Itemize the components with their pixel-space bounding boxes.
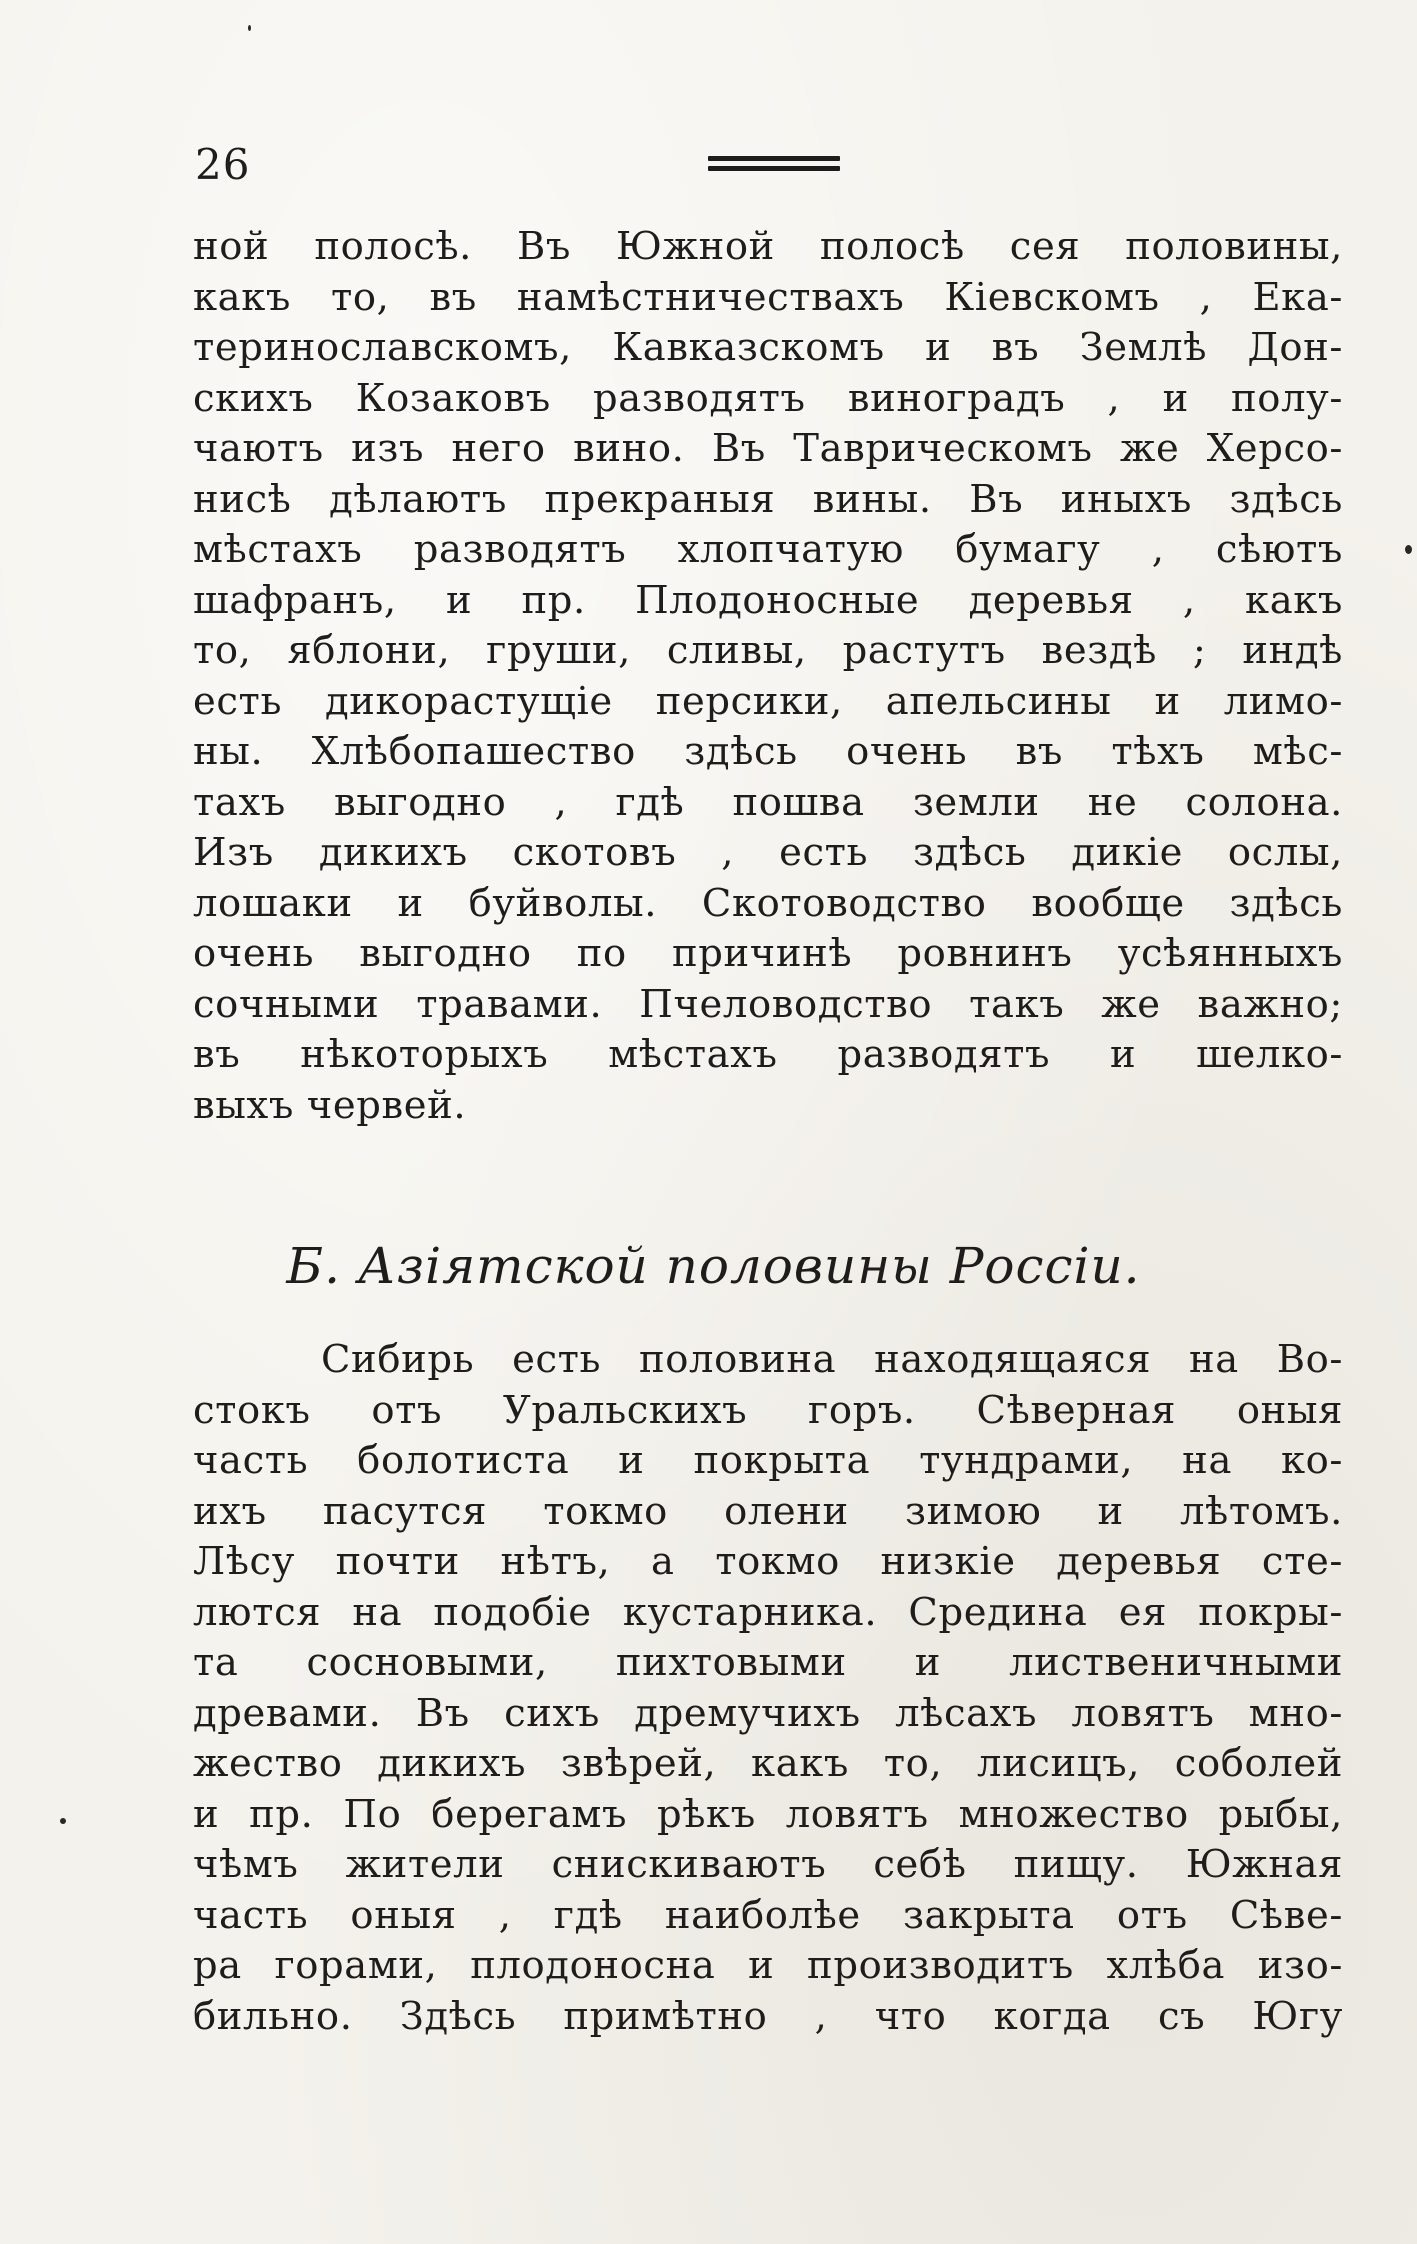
header-rule-line (708, 166, 840, 171)
text-line: чѣмъ жители снискиваютъ себѣ пищу. Южная (193, 1842, 1343, 1887)
text-line: тахъ выгодно , гдѣ пошва земли не солона. (193, 779, 1343, 825)
text-line: часть оныя , гдѣ наиболѣе закрыта отъ Сѣве- (193, 1892, 1343, 1938)
text-line: и пр. По берегамъ рѣкъ ловятъ множество рыбы, (193, 1791, 1343, 1837)
text-line: древами. Въ сихъ дремучихъ лѣсахъ ловятъ мно- (193, 1690, 1343, 1736)
header-rule-line (708, 156, 840, 161)
section-heading: Б. Азіятской половины Россіи. (286, 1237, 1141, 1295)
text-line: мѣстахъ разводятъ хлопчатую бумагу , сѣютъ (193, 527, 1343, 572)
ink-speck (60, 1818, 66, 1824)
paragraph-european-south (193, 222, 1343, 1131)
text-line: есть дикорастущіе персики, апельсины и лимо- (193, 678, 1343, 724)
text-line: часть болотиста и покрыта тундрами, на ко- (193, 1438, 1343, 1483)
text-line: стокъ отъ Уральскихъ горъ. Сѣверная оныя (193, 1387, 1343, 1433)
text-line: шафранъ, и пр. Плодоносные деревья , какъ (193, 577, 1343, 623)
text-line: въ нѣкоторыхъ мѣстахъ разводятъ и шелко- (193, 1032, 1343, 1077)
text-line: то, яблони, груши, сливы, растутъ вездѣ ; индѣ (193, 628, 1343, 673)
text-line: бильно. Здѣсь примѣтно , что когда съ Югу (193, 1993, 1343, 2039)
text-line: та сосновыми, пихтовыми и лиственичными (193, 1640, 1343, 1685)
text-line: Изъ дикихъ скотовъ , есть здѣсь дикіе ослы, (193, 830, 1343, 875)
ink-speck (1405, 545, 1412, 554)
text-line: жество дикихъ звѣрей, какъ то, лисицъ, соболей (193, 1741, 1343, 1786)
text-line: ихъ пасутся токмо олени зимою и лѣтомъ. (193, 1488, 1343, 1534)
text-line: чаютъ изъ него вино. Въ Таврическомъ же Херсо- (193, 426, 1343, 471)
text-line: теринославскомъ, Кавказскомъ и въ Землѣ Дон- (193, 325, 1343, 370)
page-header (195, 140, 1345, 200)
text-line: Лѣсу почти нѣтъ, а токмо низкіе деревья сте- (193, 1539, 1343, 1584)
text-line: сочными травами. Пчеловодство такъ же важно; (193, 981, 1343, 1027)
text-line: Сибирь есть половина находящаяся на Во- (321, 1337, 1343, 1382)
text-line: какъ то, въ намѣстничествахъ Кіевскомъ , Ека- (193, 274, 1343, 320)
text-line: скихъ Козаковъ разводятъ виноградъ , и полу- (193, 375, 1343, 421)
text-line: очень выгодно по причинѣ ровнинъ усѣянныхъ (193, 931, 1343, 976)
text-line: нисѣ дѣлаютъ прекраныя вины. Въ иныхъ здѣсь (193, 476, 1343, 522)
text-line: ра горами, плодоносна и производитъ хлѣба изо- (193, 1943, 1343, 1988)
paragraph-siberia (193, 1335, 1343, 2042)
text-line: лошаки и буйволы. Скотоводство вообще здѣсь (193, 880, 1343, 926)
text-line: ны. Хлѣбопашество здѣсь очень въ тѣхъ мѣс- (193, 729, 1343, 774)
text-line: выхъ червей. (193, 1082, 467, 1128)
page-number: 26 (195, 140, 251, 189)
ink-speck (248, 25, 251, 31)
text-line: ной полосѣ. Въ Южной полосѣ сея половины, (193, 224, 1343, 269)
header-double-rule (708, 156, 840, 178)
text-line: лются на подобіе кустарника. Средина ея покры- (193, 1589, 1343, 1635)
